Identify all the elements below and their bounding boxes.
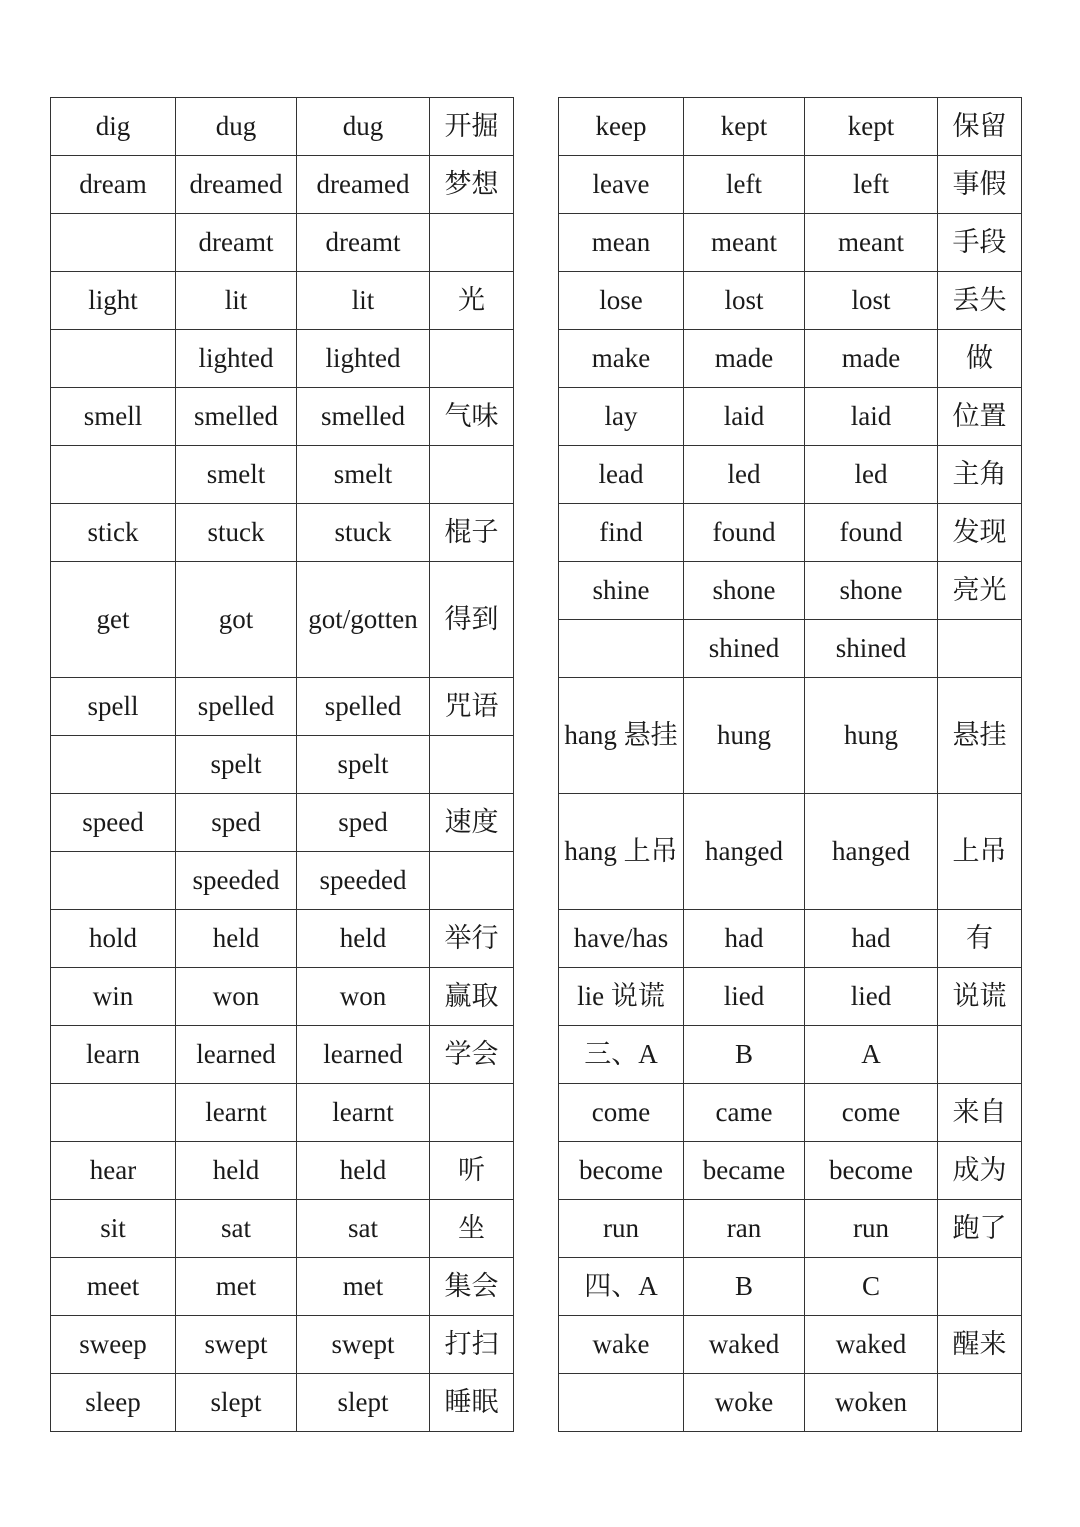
past-tense-cell: lighted xyxy=(176,330,297,388)
base-form-cell: keep xyxy=(559,98,684,156)
table-row xyxy=(51,1200,514,1258)
past-participle-cell: lit xyxy=(297,272,430,330)
meaning-cell xyxy=(430,852,514,910)
past-participle-cell: shined xyxy=(805,620,938,678)
table-row xyxy=(559,794,1022,910)
past-participle-cell: made xyxy=(805,330,938,388)
verb-table-right-body xyxy=(559,98,1022,1432)
past-tense-cell: shined xyxy=(684,620,805,678)
base-form-cell: hang 悬挂 xyxy=(559,678,684,794)
meaning-cell: 做 xyxy=(938,330,1022,388)
meaning-cell: 说谎 xyxy=(938,968,1022,1026)
base-form-cell: hang 上吊 xyxy=(559,794,684,910)
past-tense-cell: learned xyxy=(176,1026,297,1084)
past-participle-cell: shone xyxy=(805,562,938,620)
table-row xyxy=(559,98,1022,156)
past-tense-cell: dreamt xyxy=(176,214,297,272)
table-row xyxy=(51,1316,514,1374)
past-participle-cell: meant xyxy=(805,214,938,272)
table-row xyxy=(559,1026,1022,1084)
past-participle-cell: dreamed xyxy=(297,156,430,214)
table-row xyxy=(51,98,514,156)
meaning-cell: 来自 xyxy=(938,1084,1022,1142)
past-participle-cell: slept xyxy=(297,1374,430,1432)
past-tense-cell: won xyxy=(176,968,297,1026)
base-form-cell xyxy=(51,446,176,504)
past-participle-cell: hung xyxy=(805,678,938,794)
base-form-cell xyxy=(51,1084,176,1142)
past-tense-cell: ran xyxy=(684,1200,805,1258)
past-tense-cell: speeded xyxy=(176,852,297,910)
table-row xyxy=(51,968,514,1026)
past-participle-cell: sped xyxy=(297,794,430,852)
meaning-cell xyxy=(430,1084,514,1142)
table-row xyxy=(559,504,1022,562)
past-tense-cell: had xyxy=(684,910,805,968)
base-form-cell: lay xyxy=(559,388,684,446)
past-participle-cell: kept xyxy=(805,98,938,156)
past-participle-cell: had xyxy=(805,910,938,968)
past-tense-cell: woke xyxy=(684,1374,805,1432)
past-tense-cell: dug xyxy=(176,98,297,156)
meaning-cell: 听 xyxy=(430,1142,514,1200)
meaning-cell xyxy=(938,1374,1022,1432)
meaning-cell xyxy=(430,330,514,388)
base-form-cell: run xyxy=(559,1200,684,1258)
table-row xyxy=(559,1374,1022,1432)
base-form-cell xyxy=(51,736,176,794)
past-participle-cell: C xyxy=(805,1258,938,1316)
table-row xyxy=(51,736,514,794)
past-tense-cell: lost xyxy=(684,272,805,330)
past-tense-cell: found xyxy=(684,504,805,562)
past-tense-cell: lied xyxy=(684,968,805,1026)
past-participle-cell: sat xyxy=(297,1200,430,1258)
meaning-cell: 集会 xyxy=(430,1258,514,1316)
base-form-cell: hold xyxy=(51,910,176,968)
table-row xyxy=(51,272,514,330)
meaning-cell: 醒来 xyxy=(938,1316,1022,1374)
past-tense-cell: dreamed xyxy=(176,156,297,214)
meaning-cell xyxy=(430,736,514,794)
table-row xyxy=(51,214,514,272)
base-form-cell: get xyxy=(51,562,176,678)
base-form-cell xyxy=(51,214,176,272)
past-tense-cell: kept xyxy=(684,98,805,156)
base-form-cell: shine xyxy=(559,562,684,620)
meaning-cell: 丢失 xyxy=(938,272,1022,330)
table-row xyxy=(559,272,1022,330)
table-row xyxy=(559,1142,1022,1200)
base-form-cell: mean xyxy=(559,214,684,272)
past-tense-cell: left xyxy=(684,156,805,214)
table-row xyxy=(51,910,514,968)
past-participle-cell: met xyxy=(297,1258,430,1316)
meaning-cell: 保留 xyxy=(938,98,1022,156)
meaning-cell: 亮光 xyxy=(938,562,1022,620)
past-tense-cell: meant xyxy=(684,214,805,272)
past-tense-cell: shone xyxy=(684,562,805,620)
table-row xyxy=(559,446,1022,504)
meaning-cell: 睡眠 xyxy=(430,1374,514,1432)
meaning-cell: 手段 xyxy=(938,214,1022,272)
table-row xyxy=(51,678,514,736)
table-row xyxy=(559,562,1022,620)
past-tense-cell: sped xyxy=(176,794,297,852)
base-form-cell: sleep xyxy=(51,1374,176,1432)
meaning-cell: 事假 xyxy=(938,156,1022,214)
past-participle-cell: waked xyxy=(805,1316,938,1374)
past-tense-cell: met xyxy=(176,1258,297,1316)
past-participle-cell: spelled xyxy=(297,678,430,736)
base-form-cell xyxy=(559,1374,684,1432)
meaning-cell: 成为 xyxy=(938,1142,1022,1200)
past-participle-cell: left xyxy=(805,156,938,214)
past-tense-cell: lit xyxy=(176,272,297,330)
past-tense-cell: smelled xyxy=(176,388,297,446)
base-form-cell: speed xyxy=(51,794,176,852)
past-tense-cell: sat xyxy=(176,1200,297,1258)
past-tense-cell: stuck xyxy=(176,504,297,562)
table-row xyxy=(51,1374,514,1432)
past-tense-cell: became xyxy=(684,1142,805,1200)
base-form-cell: smell xyxy=(51,388,176,446)
meaning-cell xyxy=(938,1026,1022,1084)
meaning-cell: 打扫 xyxy=(430,1316,514,1374)
meaning-cell: 跑了 xyxy=(938,1200,1022,1258)
base-form-cell: 四、A xyxy=(559,1258,684,1316)
table-row xyxy=(559,1200,1022,1258)
past-participle-cell: learnt xyxy=(297,1084,430,1142)
base-form-cell xyxy=(51,330,176,388)
base-form-cell xyxy=(51,852,176,910)
meaning-cell: 咒语 xyxy=(430,678,514,736)
table-row xyxy=(51,446,514,504)
past-tense-cell: spelled xyxy=(176,678,297,736)
table-row xyxy=(51,1142,514,1200)
past-participle-cell: learned xyxy=(297,1026,430,1084)
base-form-cell: sweep xyxy=(51,1316,176,1374)
past-participle-cell: spelt xyxy=(297,736,430,794)
past-participle-cell: lied xyxy=(805,968,938,1026)
table-row xyxy=(51,794,514,852)
past-tense-cell: B xyxy=(684,1258,805,1316)
base-form-cell: win xyxy=(51,968,176,1026)
base-form-cell: meet xyxy=(51,1258,176,1316)
table-row xyxy=(559,1316,1022,1374)
base-form-cell: come xyxy=(559,1084,684,1142)
past-participle-cell: hanged xyxy=(805,794,938,910)
past-tense-cell: hung xyxy=(684,678,805,794)
meaning-cell: 主角 xyxy=(938,446,1022,504)
past-tense-cell: hanged xyxy=(684,794,805,910)
meaning-cell: 发现 xyxy=(938,504,1022,562)
past-tense-cell: waked xyxy=(684,1316,805,1374)
table-row xyxy=(559,214,1022,272)
table-row xyxy=(51,504,514,562)
table-row xyxy=(559,156,1022,214)
meaning-cell: 速度 xyxy=(430,794,514,852)
past-tense-cell: led xyxy=(684,446,805,504)
past-participle-cell: run xyxy=(805,1200,938,1258)
table-row xyxy=(51,562,514,678)
past-participle-cell: smelled xyxy=(297,388,430,446)
base-form-cell: sit xyxy=(51,1200,176,1258)
base-form-cell: learn xyxy=(51,1026,176,1084)
table-row xyxy=(51,1084,514,1142)
past-participle-cell: woken xyxy=(805,1374,938,1432)
table-row xyxy=(559,1258,1022,1316)
base-form-cell: hear xyxy=(51,1142,176,1200)
past-tense-cell: held xyxy=(176,910,297,968)
verb-table-right xyxy=(558,97,1022,1432)
base-form-cell: lose xyxy=(559,272,684,330)
past-participle-cell: dreamt xyxy=(297,214,430,272)
base-form-cell: 三、A xyxy=(559,1026,684,1084)
past-tense-cell: held xyxy=(176,1142,297,1200)
table-row xyxy=(559,330,1022,388)
meaning-cell: 得到 xyxy=(430,562,514,678)
past-tense-cell: laid xyxy=(684,388,805,446)
base-form-cell xyxy=(559,620,684,678)
meaning-cell: 气味 xyxy=(430,388,514,446)
meaning-cell: 学会 xyxy=(430,1026,514,1084)
meaning-cell: 赢取 xyxy=(430,968,514,1026)
table-row xyxy=(559,678,1022,794)
base-form-cell: have/has xyxy=(559,910,684,968)
past-tense-cell: B xyxy=(684,1026,805,1084)
past-participle-cell: found xyxy=(805,504,938,562)
meaning-cell: 举行 xyxy=(430,910,514,968)
verb-table-left xyxy=(50,97,514,1432)
past-participle-cell: smelt xyxy=(297,446,430,504)
past-participle-cell: dug xyxy=(297,98,430,156)
table-row xyxy=(51,852,514,910)
meaning-cell xyxy=(938,1258,1022,1316)
meaning-cell: 坐 xyxy=(430,1200,514,1258)
table-row xyxy=(559,388,1022,446)
table-row xyxy=(51,156,514,214)
past-tense-cell: made xyxy=(684,330,805,388)
past-tense-cell: smelt xyxy=(176,446,297,504)
table-row xyxy=(51,330,514,388)
past-tense-cell: spelt xyxy=(176,736,297,794)
table-row xyxy=(51,1026,514,1084)
meaning-cell: 有 xyxy=(938,910,1022,968)
past-participle-cell: laid xyxy=(805,388,938,446)
table-row xyxy=(559,910,1022,968)
past-participle-cell: come xyxy=(805,1084,938,1142)
base-form-cell: make xyxy=(559,330,684,388)
past-tense-cell: learnt xyxy=(176,1084,297,1142)
meaning-cell: 棍子 xyxy=(430,504,514,562)
meaning-cell: 悬挂 xyxy=(938,678,1022,794)
past-participle-cell: lost xyxy=(805,272,938,330)
table-row xyxy=(559,1084,1022,1142)
past-participle-cell: got/gotten xyxy=(297,562,430,678)
past-participle-cell: become xyxy=(805,1142,938,1200)
base-form-cell: dig xyxy=(51,98,176,156)
past-tense-cell: got xyxy=(176,562,297,678)
meaning-cell xyxy=(430,446,514,504)
past-participle-cell: swept xyxy=(297,1316,430,1374)
past-tense-cell: came xyxy=(684,1084,805,1142)
past-participle-cell: speeded xyxy=(297,852,430,910)
past-participle-cell: A xyxy=(805,1026,938,1084)
meaning-cell xyxy=(430,214,514,272)
base-form-cell: wake xyxy=(559,1316,684,1374)
table-row xyxy=(559,968,1022,1026)
past-participle-cell: held xyxy=(297,910,430,968)
past-participle-cell: won xyxy=(297,968,430,1026)
base-form-cell: lie 说谎 xyxy=(559,968,684,1026)
meaning-cell: 光 xyxy=(430,272,514,330)
table-row xyxy=(51,388,514,446)
base-form-cell: find xyxy=(559,504,684,562)
past-participle-cell: led xyxy=(805,446,938,504)
table-row xyxy=(559,620,1022,678)
past-participle-cell: held xyxy=(297,1142,430,1200)
base-form-cell: leave xyxy=(559,156,684,214)
past-tense-cell: swept xyxy=(176,1316,297,1374)
meaning-cell xyxy=(938,620,1022,678)
meaning-cell: 开掘 xyxy=(430,98,514,156)
past-tense-cell: slept xyxy=(176,1374,297,1432)
base-form-cell: dream xyxy=(51,156,176,214)
meaning-cell: 梦想 xyxy=(430,156,514,214)
base-form-cell: stick xyxy=(51,504,176,562)
base-form-cell: light xyxy=(51,272,176,330)
base-form-cell: lead xyxy=(559,446,684,504)
verb-table-left-body xyxy=(51,98,514,1432)
base-form-cell: become xyxy=(559,1142,684,1200)
meaning-cell: 上吊 xyxy=(938,794,1022,910)
table-row xyxy=(51,1258,514,1316)
base-form-cell: spell xyxy=(51,678,176,736)
meaning-cell: 位置 xyxy=(938,388,1022,446)
past-participle-cell: lighted xyxy=(297,330,430,388)
past-participle-cell: stuck xyxy=(297,504,430,562)
